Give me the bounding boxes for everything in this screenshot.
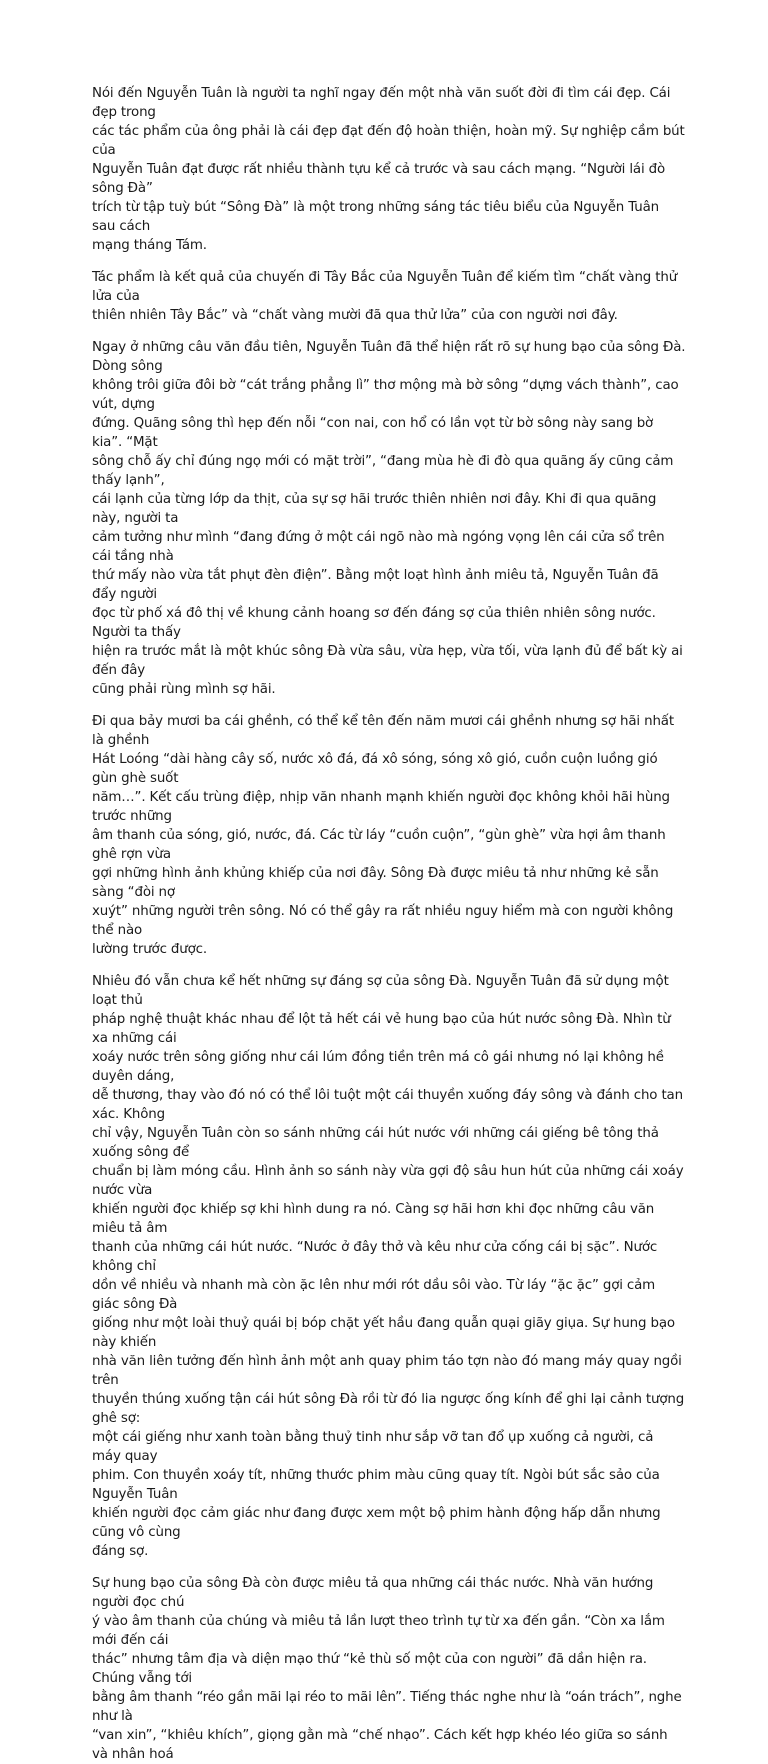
paragraph-waterfalls: Sự hung bạo của sông Đà còn được miêu tả qua những cái thác nước. Nhà văn hướng người đọc chú ý vào âm thanh của chúng và miêu tả lần lượt theo trình tự từ xa đến gần. “Còn xa lắm mới đến cái thác” nhưng tâm địa và diện mạo thứ “kẻ thù số một của con người” đã dần hiện ra. Chúng vẫng tới bằng âm thanh “réo gần mãi lại réo to mãi lên”. Tiếng thác nghe như là “oán trách”, nghe như là “van xin”, “khiêu khích”, giọng gằn mà “chế nhạo”. Cách kết hợp khéo léo giữa so sánh và nhân hoá <box>92 1576 682 1762</box>
paragraph-river-banks: Ngay ở những câu văn đầu tiên, Nguyễn Tuân đã thể hiện rất rõ sự hung bạo của sông Đà. Dòng sông không trôi giữa đôi bờ “cát trắng phẳng lì” thơ mộng mà bờ sông “dựng vách thành”, cao vút, dựng đứng. Quãng sông thì hẹp đến nỗi “con nai, con hổ có lần vọt từ bờ sông này sang bờ kia”. “Mặt sông chỗ ấy chỉ đúng ngọ mới có mặt trời”, “đang mùa hè đi đò qua quãng ấy cũng cảm thấy lạnh”, cái lạnh của từng lớp da thịt, của sự sợ hãi trước thiên nhiên nơi đây. Khi đi qua quãng này, người ta cảm tưởng như mình “đang đứng ở một cái ngõ nào mà ngóng vọng lên cái cửa sổ trên cái tầng nhà thứ mấy nào vừa tắt phụt đèn điện”. Bằng một loạt hình ảnh miêu tả, Nguyễn Tuân đã đẩy người đọc từ phố xá đô thị về khung cảnh hoang sơ đến đáng sợ của thiên nhiên sông nước. Người ta thấy hiện ra trước mắt là một khúc sông Đà vừa sâu, vừa hẹp, vừa tối, vừa lạnh đủ để bất kỳ ai đến đây cũng phải rùng mình sợ hãi. <box>92 340 686 697</box>
paragraph-intro: Nói đến Nguyễn Tuân là người ta nghĩ ngay đến một nhà văn suốt đời đi tìm cái đẹp. Cái đẹp trong các tác phẩm của ông phải là cái đẹp đạt đến độ hoàn thiện, hoàn mỹ. Sự nghiệp cầm bút của Nguyễn Tuân đạt được rất nhiều thành tựu kể cả trước và sau cách mạng. “Người lái đò sông Đà” trích từ tập tuỳ bút “Sông Đà” là một trong những sáng tác tiêu biểu của Nguyễn Tuân sau cách mạng tháng Tám. <box>92 86 685 253</box>
paragraph-whirlpools: Nhiêu đó vẫn chưa kể hết những sự đáng sợ của sông Đà. Nguyễn Tuân đã sử dụng một loạt thủ pháp nghệ thuật khác nhau để lột tả hết cái vẻ hung bạo của hút nước sông Đà. Nhìn từ xa những cái xoáy nước trên sông giống như cái lúm đồng tiền trên má cô gái nhưng nó lại không hề duyên dáng, dễ thương, thay vào đó nó có thể lôi tuột một cái thuyền xuống đáy sông và đánh cho tan xác. Không chỉ vậy, Nguyễn Tuân còn so sánh những cái hút nước với những cái giếng bê tông thả xuống sông để chuẩn bị làm móng cầu. Hình ảnh so sánh này vừa gợi độ sâu hun hút của những cái xoáy nước vừa khiến người đọc khiếp sợ khi hình dung ra nó. Càng sợ hãi hơn khi đọc những câu văn miêu tả âm thanh của những cái hút nước. “Nước ở đây thở và kêu như cửa cống cái bị sặc”. Nước không chỉ dồn về nhiều và nhanh mà còn ặc lên như mới rót dầu sôi vào. Từ láy “ặc ặc” gợi cảm giác sông Đà giống như một loài thuỷ quái bị bóp chặt yết hầu đang quẫn quại giãy giụa. Sự hung bạo này khiến nhà văn liên tưởng đến hình ảnh một anh quay phim táo tợn nào đó mang máy quay ngồi trên thuyền thúng xuống tận cái hút sông Đà rồi từ đó lia ngược ống kính để ghi lại cảnh tượng ghê sợ: một cái giếng như xanh toàn bằng thuỷ tinh như sắp vỡ tan đổ ụp xuống cả người, cả máy quay phim. Con thuyền xoáy tít, những thước phim màu cũng quay tít. Ngòi bút sắc sảo của Nguyễn Tuân khiến người đọc cảm giác như đang được xem một bộ phim hành động hấp dẫn nhưng cũng vô cùng đáng sợ. <box>92 974 685 1559</box>
paragraph-rapids: Đi qua bảy mươi ba cái ghềnh, có thể kể tên đến năm mươi cái ghềnh nhưng sợ hãi nhất là ghềnh Hát Loóng “dài hàng cây số, nước xô đá, đá xô sóng, sóng xô gió, cuồn cuộn luồng gió gùn ghè suốt năm…”. Kết cấu trùng điệp, nhịp văn nhanh mạnh khiến người đọc không khỏi hãi hùng trước những âm thanh của sóng, gió, nước, đá. Các từ láy “cuồn cuộn”, “gùn ghè” vừa hợi âm thanh ghê rợn vừa gợi những hình ảnh khủng khiếp của nơi đây. Sông Đà được miêu tả như những kẻ sẵn sàng “đòi nợ xuýt” những người trên sông. Nó có thể gây ra rất nhiều nguy hiểm mà con người không thể nào lường trước được. <box>92 714 674 957</box>
paragraph-journey: Tác phẩm là kết quả của chuyến đi Tây Bắc của Nguyễn Tuân để kiếm tìm “chất vàng thử lửa của thiên nhiên Tây Bắc” và “chất vàng mười đã qua thử lửa” của con người nơi đây. <box>92 270 678 323</box>
